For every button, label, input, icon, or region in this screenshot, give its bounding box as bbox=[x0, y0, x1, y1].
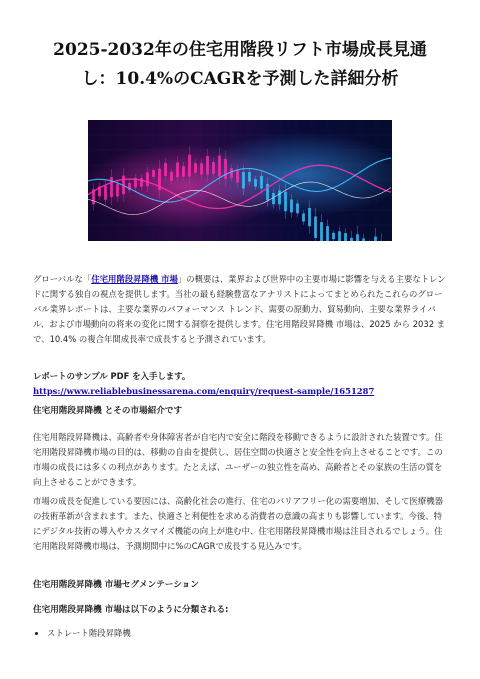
hero-candle-body bbox=[224, 159, 227, 179]
hero-candle-body bbox=[338, 231, 341, 241]
hero-candle-body bbox=[266, 184, 269, 200]
sample-request-line bbox=[33, 369, 449, 399]
hero-candle-body bbox=[284, 192, 287, 211]
hero-candle-body bbox=[326, 226, 329, 241]
intro-after-link: 」の概要は、業界および世界中の主要市場に影響を与える主要なトレンドに関する独自の視点を提供します。当社の最も経験豊富なアナリストによってまとめられたこれらのグローバル業界レポートは、主要な業界のパフォーマンス トレンド、需要の原動力、貿易動向、主要な業界ライバル、および市場動向の将来の変化に関する洞察を提供します。住宅用階段昇降機 市場は、2025 から 2032 まで、10.4% の複合年間成長率で成長すると予測されています。 bbox=[33, 274, 446, 344]
hero-candle-body bbox=[152, 170, 155, 177]
title-line-1: 2025-2032年の住宅用階段リフト市場成長見通 bbox=[53, 40, 427, 60]
hero-candle-body bbox=[290, 199, 293, 212]
document-title bbox=[30, 36, 450, 94]
segment-list bbox=[33, 626, 463, 641]
hero-candle-body bbox=[206, 156, 209, 174]
hero-candle-body bbox=[146, 172, 149, 186]
hero-candle-body bbox=[260, 176, 263, 189]
sample-request-link[interactable]: https://www.reliablebusinessarena.com/enquiry/request-sample/1651287 bbox=[33, 386, 375, 396]
hero-candle-body bbox=[230, 168, 233, 178]
section-heading-classification: 住宅用階段昇降機 市場は以下のように分類される: bbox=[33, 605, 229, 615]
hero-candle-body bbox=[350, 238, 353, 241]
hero-candle-body bbox=[110, 177, 113, 197]
intro-before-link: グローバルな「 bbox=[33, 274, 92, 284]
hero-candle-body bbox=[164, 163, 167, 176]
hero-candle-body bbox=[194, 163, 197, 173]
list-item: • ストレート階段昇降機 bbox=[47, 626, 463, 641]
growth-drivers-paragraph: 市場の成長を促進している要因には、高齢化社会の進行、住宅のバリアフリー化の需要増加、そして医療機器の技術革新が含まれます。また、快適さと利便性を求める消費者の意識の高まりも影響しています。今後、特にデジタル技術の導入やカスタマイズ機能の向上が進む中、住宅用階段昇降機市場は注目されるでしょう。住宅用階段昇降機市場は、予測期間中に%のCAGRで成長する見込みです。 bbox=[33, 496, 444, 551]
hero-candle-body bbox=[362, 238, 365, 241]
sample-label: レポートのサンプル PDF を入手します。 bbox=[33, 371, 191, 381]
hero-candle-body bbox=[344, 233, 347, 241]
hero-candle-body bbox=[236, 170, 239, 182]
hero-candle-body bbox=[242, 172, 245, 188]
hero-candle-body bbox=[278, 190, 281, 204]
hero-candle-body bbox=[212, 162, 215, 174]
hero-candle-body bbox=[248, 172, 251, 182]
hero-candle-body bbox=[104, 186, 107, 200]
hero-candle-body bbox=[308, 208, 311, 226]
hero-candle-body bbox=[314, 216, 317, 237]
title-line-2: し：10.4%のCAGRを予測した詳細分析 bbox=[81, 69, 399, 89]
section-heading-segmentation: 住宅用階段昇降機 市場セグメンテーション bbox=[33, 580, 199, 590]
hero-candle-body bbox=[296, 203, 299, 213]
hero-candle-body bbox=[332, 233, 335, 239]
hero-candle-body bbox=[272, 193, 275, 204]
hero-candle-body bbox=[176, 162, 179, 177]
hero-candle-body bbox=[116, 184, 119, 197]
hero-candle-body bbox=[356, 234, 359, 241]
hero-candle-body bbox=[182, 166, 185, 176]
hero-candle-body bbox=[254, 179, 257, 186]
hero-candle-body bbox=[188, 155, 191, 177]
hero-candle-body bbox=[218, 156, 221, 177]
hero-candle-body bbox=[320, 222, 323, 241]
hero-candle-body bbox=[302, 213, 305, 221]
hero-image bbox=[88, 120, 392, 241]
section-heading-intro: 住宅用階段昇降機 とその市場紹介です bbox=[33, 406, 183, 416]
market-keyword-link[interactable]: 住宅用階段昇降機 市場 bbox=[91, 274, 178, 284]
hero-candle-body bbox=[200, 163, 203, 174]
hero-candle-body bbox=[374, 237, 377, 241]
market-description-paragraph: 住宅用階段昇降機は、高齢者や身体障害者が自宅内で安全に階段を移動できるように設計された装置です。住宅用階段昇降機市場の目的は、移動の自由を提供し、居住空間の快適さと安全性を向上させることです。この市場の成長には多くの利点があります。たとえば、ユーザーの独立性を高め、高齢者とその家族の生活の質を向上させることができます。 bbox=[33, 432, 443, 487]
hero-candle-body bbox=[170, 172, 173, 181]
stock-chart-illustration bbox=[88, 120, 392, 241]
intro-paragraph bbox=[33, 272, 449, 347]
